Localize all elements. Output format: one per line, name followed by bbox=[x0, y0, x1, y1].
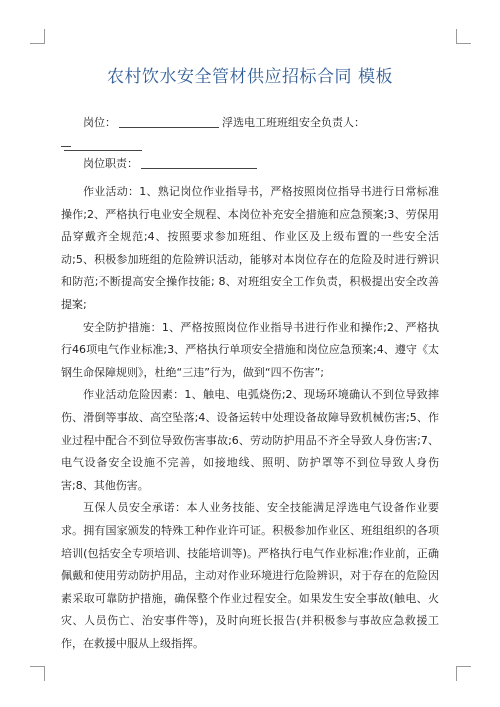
crop-mark-top-right bbox=[456, 29, 471, 44]
crop-mark-top-left bbox=[30, 29, 45, 44]
position-label: 岗位： bbox=[83, 116, 116, 129]
document-title: 农村饮水安全管材供应招标合同 模板 bbox=[107, 67, 393, 87]
paragraph-commitment: 互保人员安全承诺：本人业务技能、安全技能满足浮选电气设备作业要求。拥有国家颁发的特殊工种作业许可证。积极参加作业区、班组组织的各项培训(包括安全专项培训、技能培训等)。严格执行电气作业标准;作业前，正确佩戴和使用劳动防护用品，主动对作业环境进行危险辨识，对于存在的危险因素采取可靠防护措施，确保整个作业过程安全。如果发生安全事故(触电、火灾、人员伤亡、治安事件等)，及时向班长报告(并积极参与事故应急救援工作，在救援中服从上级指挥。 bbox=[61, 501, 439, 650]
paragraph-safety-measures: 安全防护措施：1、严格按照岗位作业指导书进行作业和操作;2、严格执行46项电气作业标准;3、严格执行单项安全措施和岗位应急预案;4、遵守《太钢生命保障规则》，杜绝“三违”行为，做到“四不伤害”; bbox=[61, 320, 439, 379]
position-line bbox=[61, 112, 439, 157]
responsible-blank bbox=[64, 138, 142, 151]
duties-blank bbox=[141, 156, 257, 169]
duties-label: 岗位职责： bbox=[83, 157, 138, 170]
duties-line bbox=[61, 153, 439, 176]
responsible-blank-continuation bbox=[61, 146, 71, 147]
paragraph-work-activities: 作业活动：1、熟记岗位作业指导书，严格按照岗位指导书进行日常标准操作;2、严格执行电业安全规程、本岗位补充安全措施和应急预案;3、劳保用品穿戴齐全规范;4、按照要求参加班组、作业区及上级布置的一些安全活动;5、积极参加班组的危险辨识活动，能够对本岗位存在的危险及时进行辨识和防范;不断提高安全操作技能; 8、对班组安全工作负责，积极提出安全改善提案; bbox=[61, 185, 439, 311]
crop-mark-bottom-right bbox=[456, 666, 471, 681]
document-body bbox=[61, 181, 439, 655]
responsible-label: 浮选电工班班组安全负责人： bbox=[222, 116, 365, 129]
paragraph-hazards: 作业活动危险因素：1、触电、电弧烧伤;2、现场环境确认不到位导致摔伤、滑倒等事故、高空坠落;4、设备运转中处理设备故障导致机械伤害;5、作业过程中配合不到位导致伤害事故;6、劳动防护用品不齐全导致人身伤害;7、电气设备安全设施不完善，如接地线、照明、防护罩等不到位导致人身伤害;8、其他伤害。 bbox=[61, 388, 439, 492]
position-blank bbox=[119, 115, 219, 128]
crop-mark-bottom-left bbox=[30, 666, 45, 681]
